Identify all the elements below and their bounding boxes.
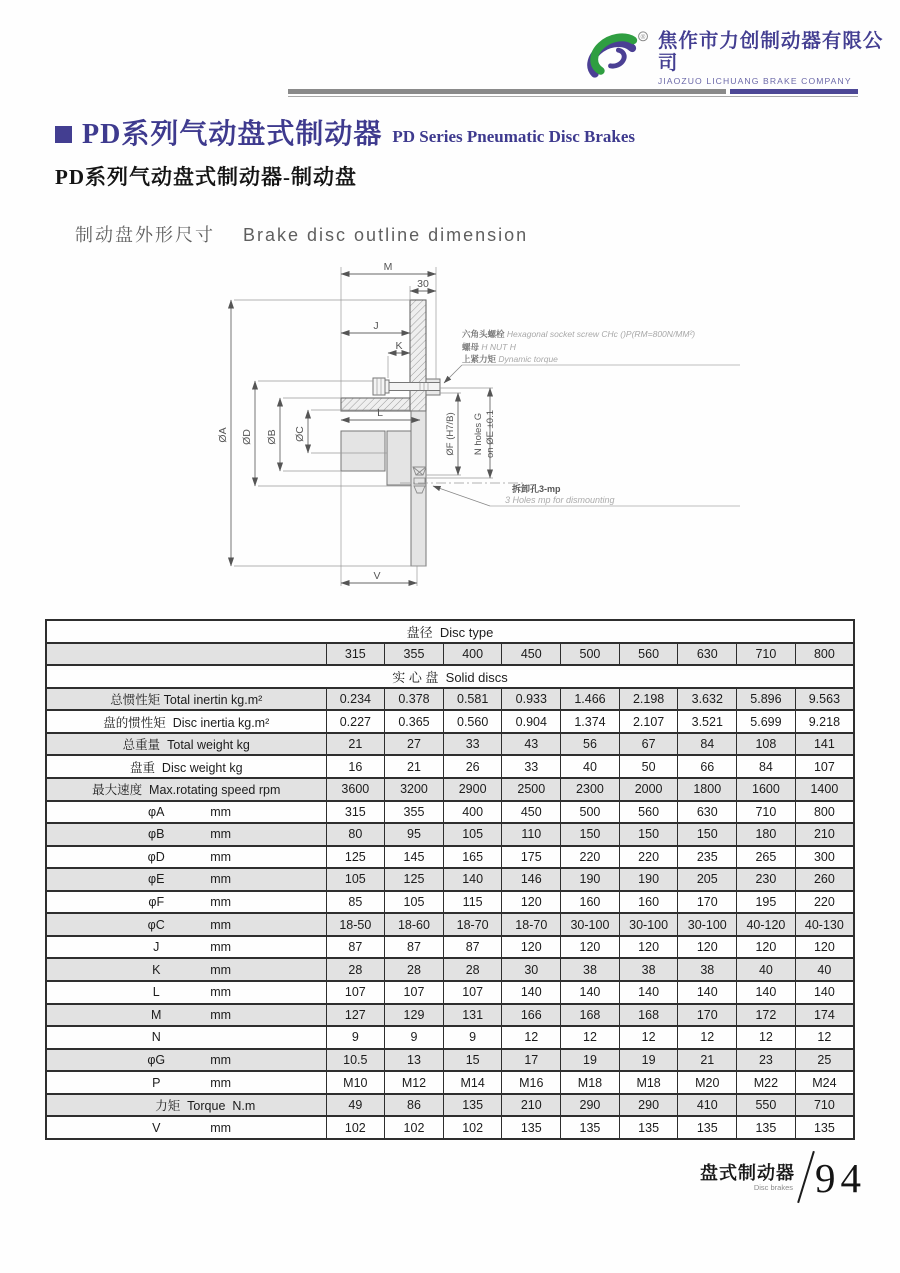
table-cell: 135: [443, 1094, 502, 1117]
table-cell: 10.5: [326, 1049, 385, 1072]
table-cell: 150: [619, 823, 678, 846]
table-cell: 38: [619, 958, 678, 981]
table-cell: 315: [326, 643, 385, 666]
dim-B: ØB: [266, 429, 278, 445]
table-cell: 21: [385, 755, 444, 778]
page-footer: [700, 1150, 866, 1204]
table-cell: 107: [795, 755, 854, 778]
disc-blade: [410, 300, 426, 411]
table-cell: 25: [795, 1049, 854, 1072]
table-cell: 220: [561, 846, 620, 869]
table-cell: 0.560: [443, 710, 502, 733]
table-cell: 40-120: [737, 913, 796, 936]
table-cell: 21: [326, 733, 385, 756]
row-label: φE mm: [46, 868, 326, 891]
table-cell: 500: [561, 801, 620, 824]
table-cell: 210: [795, 823, 854, 846]
table-cell: 5.699: [737, 710, 796, 733]
table-cell: 66: [678, 755, 737, 778]
table-cell: 102: [385, 1116, 444, 1139]
section-heading-en: Brake disc outline dimension: [243, 225, 529, 245]
table-cell: 84: [678, 733, 737, 756]
table-cell: 102: [443, 1116, 502, 1139]
table-cell: 115: [443, 891, 502, 914]
table-cell: 3200: [385, 778, 444, 801]
table-row: [46, 913, 854, 936]
table-cell: 15: [443, 1049, 502, 1072]
table-cell: 18-70: [443, 913, 502, 936]
row-label: P mm: [46, 1071, 326, 1094]
table-cell: 110: [502, 823, 561, 846]
ann-torque-cn: 上紧力矩: [462, 354, 499, 364]
table-cell: 120: [502, 936, 561, 959]
table-cell: 400: [443, 643, 502, 666]
table-cell: 33: [443, 733, 502, 756]
table-cell: 120: [619, 936, 678, 959]
table-cell: 13: [385, 1049, 444, 1072]
dim-L: L: [377, 407, 383, 419]
table-cell: 30: [502, 958, 561, 981]
table-cell: 180: [737, 823, 796, 846]
table-cell: 87: [385, 936, 444, 959]
svg-text:六角头螺栓 Hexagonal socket screw C: [462, 329, 695, 339]
page-title-en: PD Series Pneumatic Disc Brakes: [392, 127, 636, 146]
table-cell: 450: [502, 643, 561, 666]
table-row: [46, 1071, 854, 1094]
table-row: [46, 823, 854, 846]
table-cell: 0.933: [502, 688, 561, 711]
table-cell: 49: [326, 1094, 385, 1117]
row-label: φC mm: [46, 913, 326, 936]
row-label: M mm: [46, 1004, 326, 1027]
table-cell: 3600: [326, 778, 385, 801]
table-cell: 84: [737, 755, 796, 778]
table-row: [46, 620, 854, 643]
table-cell: 38: [678, 958, 737, 981]
company-name-en: JIAOZUO LICHUANG BRAKE COMPANY: [657, 76, 852, 87]
table-cell: 141: [795, 733, 854, 756]
table-cell: 190: [619, 868, 678, 891]
table-cell: 30-100: [619, 913, 678, 936]
table-cell: 260: [795, 868, 854, 891]
table-cell: 107: [443, 981, 502, 1004]
table-cell: 140: [443, 868, 502, 891]
registered-mark: ®: [640, 34, 646, 42]
table-cell: 2500: [502, 778, 561, 801]
table-cell: 140: [619, 981, 678, 1004]
table-cell: 9.218: [795, 710, 854, 733]
section-heading: [75, 221, 528, 247]
table-cell: 67: [619, 733, 678, 756]
table-cell: 1.466: [561, 688, 620, 711]
table-cell: 210: [502, 1094, 561, 1117]
table-cell: 315: [326, 801, 385, 824]
table-cell: 102: [326, 1116, 385, 1139]
table-cell: 1600: [737, 778, 796, 801]
table-cell: 21: [678, 1049, 737, 1072]
table-cell: 129: [385, 1004, 444, 1027]
table-cell: 9: [385, 1026, 444, 1049]
table-cell: 410: [678, 1094, 737, 1117]
table-cell: 12: [678, 1026, 737, 1049]
table-cell: 135: [737, 1116, 796, 1139]
table-cell: 12: [619, 1026, 678, 1049]
table-cell: 0.365: [385, 710, 444, 733]
ann-nut-cn: 螺母: [462, 342, 482, 352]
table-cell: 87: [326, 936, 385, 959]
table-cell: 56: [561, 733, 620, 756]
table-cell: 170: [678, 1004, 737, 1027]
row-label: L mm: [46, 981, 326, 1004]
table-cell: 0.378: [385, 688, 444, 711]
table-cell: 30-100: [678, 913, 737, 936]
table-cell: 560: [619, 801, 678, 824]
table-cell: 710: [737, 801, 796, 824]
section-heading-gap: [215, 225, 243, 245]
table-cell: 550: [737, 1094, 796, 1117]
table-cell: 140: [561, 981, 620, 1004]
table-cell: 125: [385, 868, 444, 891]
table-cell: 43: [502, 733, 561, 756]
table-cell: 108: [737, 733, 796, 756]
table-cell: 3.521: [678, 710, 737, 733]
table-row: [46, 1026, 854, 1049]
table-cell: 560: [619, 643, 678, 666]
table-cell: 135: [561, 1116, 620, 1139]
table-cell: 168: [619, 1004, 678, 1027]
table-cell: 0.581: [443, 688, 502, 711]
ann-bolt-en: Hexagonal socket screw CHc ()P(RM=800N/MM²): [506, 329, 696, 339]
spec-table-body: [46, 620, 854, 1139]
hub-block-inner: [387, 431, 412, 485]
table-cell: 18-50: [326, 913, 385, 936]
table-cell: 160: [619, 891, 678, 914]
table-cell: 300: [795, 846, 854, 869]
table-cell: M18: [561, 1071, 620, 1094]
table-cell: 2000: [619, 778, 678, 801]
table-cell: 107: [385, 981, 444, 1004]
table-cell: 19: [561, 1049, 620, 1072]
table-cell: 28: [385, 958, 444, 981]
table-cell: 140: [678, 981, 737, 1004]
table-cell: 205: [678, 868, 737, 891]
table-cell: 145: [385, 846, 444, 869]
table-cell: 630: [678, 801, 737, 824]
table-cell: 9: [443, 1026, 502, 1049]
table-row: [46, 981, 854, 1004]
table-cell: 28: [443, 958, 502, 981]
ann-mp-cn: 拆卸孔3-mp: [512, 484, 561, 494]
table-cell: 450: [502, 801, 561, 824]
row-label: 总惯性矩 Total inertin kg.m²: [46, 688, 326, 711]
table-cell: 87: [443, 936, 502, 959]
table-cell: 12: [795, 1026, 854, 1049]
table-cell: 30-100: [561, 913, 620, 936]
table-cell: 135: [795, 1116, 854, 1139]
table-row: [46, 755, 854, 778]
table-cell: 40: [561, 755, 620, 778]
table-cell: M16: [502, 1071, 561, 1094]
table-row: [46, 1116, 854, 1139]
footer-divider: [797, 1151, 815, 1203]
row-label: φG mm: [46, 1049, 326, 1072]
table-cell: 150: [678, 823, 737, 846]
table-cell: 12: [561, 1026, 620, 1049]
svg-text:螺母 H NUT H: [462, 342, 517, 352]
table-cell: 5.896: [737, 688, 796, 711]
table-cell: 127: [326, 1004, 385, 1027]
svg-text:上紧力矩 Dynamic torque: [462, 354, 558, 364]
bolt-annotation: [444, 329, 740, 383]
table-cell: 135: [619, 1116, 678, 1139]
dim-C: ØC: [294, 426, 306, 442]
table-cell: 50: [619, 755, 678, 778]
table-cell: 265: [737, 846, 796, 869]
row-label: 最大速度 Max.rotating speed rpm: [46, 778, 326, 801]
footer-label-cn: 盘式制动器: [700, 1163, 795, 1183]
table-cell: 12: [502, 1026, 561, 1049]
table-cell: 40: [737, 958, 796, 981]
table-cell: 135: [502, 1116, 561, 1139]
table-cell: 290: [619, 1094, 678, 1117]
table-section-header: 实 心 盘 Solid discs: [46, 665, 854, 688]
table-cell: 140: [737, 981, 796, 1004]
table-cell: 166: [502, 1004, 561, 1027]
table-cell: 120: [678, 936, 737, 959]
table-row: [46, 710, 854, 733]
table-cell: 18-60: [385, 913, 444, 936]
table-row: [46, 868, 854, 891]
table-cell: 0.227: [326, 710, 385, 733]
table-section-header: 盘径 Disc type: [46, 620, 854, 643]
table-cell: 800: [795, 643, 854, 666]
footer-label-en: Disc brakes: [753, 1183, 793, 1192]
row-label: φF mm: [46, 891, 326, 914]
table-row: [46, 778, 854, 801]
page-number: 94: [815, 1155, 866, 1201]
table-cell: 220: [795, 891, 854, 914]
table-cell: 23: [737, 1049, 796, 1072]
row-label: [46, 643, 326, 666]
table-cell: 105: [385, 891, 444, 914]
section-heading-cn: 制动盘外形尺寸: [75, 225, 215, 245]
table-cell: 18-70: [502, 913, 561, 936]
row-label: 盘的惯性矩 Disc inertia kg.m²: [46, 710, 326, 733]
table-cell: 150: [561, 823, 620, 846]
dim-M: M: [383, 261, 393, 273]
table-cell: 16: [326, 755, 385, 778]
page-header: [583, 28, 900, 88]
table-cell: 85: [326, 891, 385, 914]
table-cell: 1800: [678, 778, 737, 801]
dim-J: J: [373, 320, 379, 332]
row-label: N: [46, 1026, 326, 1049]
row-label: V mm: [46, 1116, 326, 1139]
row-label: 力矩 Torque N.m: [46, 1094, 326, 1117]
table-cell: 190: [561, 868, 620, 891]
table-cell: 355: [385, 801, 444, 824]
table-cell: 2.107: [619, 710, 678, 733]
table-row: [46, 1004, 854, 1027]
row-label: J mm: [46, 936, 326, 959]
table-cell: 230: [737, 868, 796, 891]
table-cell: M20: [678, 1071, 737, 1094]
table-cell: 120: [502, 891, 561, 914]
table-cell: 140: [795, 981, 854, 1004]
table-cell: 630: [678, 643, 737, 666]
table-row: [46, 643, 854, 666]
table-cell: 0.234: [326, 688, 385, 711]
table-cell: 40: [795, 958, 854, 981]
title-bullet-square: [55, 126, 72, 143]
table-cell: 2900: [443, 778, 502, 801]
row-label: 盘重 Disc weight kg: [46, 755, 326, 778]
table-cell: 27: [385, 733, 444, 756]
ann-nut-en: H NUT H: [481, 342, 516, 352]
table-cell: 17: [502, 1049, 561, 1072]
table-cell: 235: [678, 846, 737, 869]
dim-A: ØA: [217, 427, 229, 443]
table-cell: M10: [326, 1071, 385, 1094]
table-cell: 168: [561, 1004, 620, 1027]
page-subtitle: PD系列气动盘式制动器-制动盘: [55, 165, 357, 189]
header-divider-gray: [288, 89, 726, 94]
row-label: K mm: [46, 958, 326, 981]
table-cell: 174: [795, 1004, 854, 1027]
table-cell: 33: [502, 755, 561, 778]
dim-30: 30: [417, 278, 429, 290]
table-cell: 120: [795, 936, 854, 959]
hub-flange: [341, 398, 410, 411]
table-cell: M24: [795, 1071, 854, 1094]
table-cell: M22: [737, 1071, 796, 1094]
table-cell: 120: [561, 936, 620, 959]
table-cell: 9.563: [795, 688, 854, 711]
table-cell: 105: [326, 868, 385, 891]
table-cell: 2300: [561, 778, 620, 801]
header-divider-thin: [288, 96, 858, 97]
dim-K: K: [395, 340, 403, 352]
table-cell: 172: [737, 1004, 796, 1027]
table-cell: 220: [619, 846, 678, 869]
table-row: [46, 846, 854, 869]
table-cell: 40-130: [795, 913, 854, 936]
table-cell: 125: [326, 846, 385, 869]
table-cell: 0.904: [502, 710, 561, 733]
table-row: [46, 1049, 854, 1072]
table-cell: 19: [619, 1049, 678, 1072]
table-cell: 120: [737, 936, 796, 959]
row-label: 总重量 Total weight kg: [46, 733, 326, 756]
table-cell: 195: [737, 891, 796, 914]
table-cell: 95: [385, 823, 444, 846]
table-cell: 290: [561, 1094, 620, 1117]
table-cell: M14: [443, 1071, 502, 1094]
table-cell: M18: [619, 1071, 678, 1094]
table-cell: 400: [443, 801, 502, 824]
brake-disc-outline-drawing: [180, 253, 750, 613]
dim-N-holes: N holes G: [473, 412, 484, 456]
table-cell: 500: [561, 643, 620, 666]
table-row: [46, 958, 854, 981]
table-cell: 355: [385, 643, 444, 666]
table-cell: 105: [443, 823, 502, 846]
table-row: [46, 801, 854, 824]
table-cell: 28: [326, 958, 385, 981]
header-divider: [288, 89, 858, 99]
table-row: [46, 665, 854, 688]
table-cell: 710: [795, 1094, 854, 1117]
table-cell: 175: [502, 846, 561, 869]
ann-bolt-cn: 六角头螺栓: [462, 329, 507, 339]
table-cell: 9: [326, 1026, 385, 1049]
table-cell: 140: [502, 981, 561, 1004]
table-cell: 165: [443, 846, 502, 869]
table-cell: 135: [678, 1116, 737, 1139]
table-cell: 160: [561, 891, 620, 914]
dim-on-E: on ØE ±0.1: [485, 410, 496, 458]
table-cell: 38: [561, 958, 620, 981]
table-cell: 26: [443, 755, 502, 778]
company-logo-icon: [583, 28, 652, 88]
mp-annotation: [433, 483, 740, 506]
page-title-cn: PD系列气动盘式制动器: [82, 119, 383, 150]
table-cell: 12: [737, 1026, 796, 1049]
table-row: [46, 1094, 854, 1117]
table-row: [46, 936, 854, 959]
table-cell: 800: [795, 801, 854, 824]
table-cell: 2.198: [619, 688, 678, 711]
table-cell: 710: [737, 643, 796, 666]
table-cell: 86: [385, 1094, 444, 1117]
table-cell: 131: [443, 1004, 502, 1027]
table-cell: M12: [385, 1071, 444, 1094]
table-row: [46, 891, 854, 914]
dim-F: ØF (H7/B): [445, 412, 456, 456]
table-cell: 1.374: [561, 710, 620, 733]
dim-D: ØD: [241, 429, 253, 445]
table-cell: 170: [678, 891, 737, 914]
table-row: [46, 688, 854, 711]
row-label: φB mm: [46, 823, 326, 846]
dim-V: V: [373, 570, 381, 582]
company-name-cn: 焦作市力创制动器有限公司: [657, 29, 884, 74]
header-divider-purple: [730, 89, 858, 94]
table-cell: 1400: [795, 778, 854, 801]
table-row: [46, 733, 854, 756]
row-label: φA mm: [46, 801, 326, 824]
spec-table: [45, 619, 855, 1140]
table-cell: 146: [502, 868, 561, 891]
table-cell: 80: [326, 823, 385, 846]
ann-torque-en: Dynamic torque: [498, 354, 558, 364]
table-cell: 107: [326, 981, 385, 1004]
row-label: φD mm: [46, 846, 326, 869]
ann-mp-en: 3 Holes mp for dismounting: [505, 495, 615, 505]
table-cell: 3.632: [678, 688, 737, 711]
hub-block-outer: [341, 431, 385, 471]
page-title: [55, 121, 635, 149]
